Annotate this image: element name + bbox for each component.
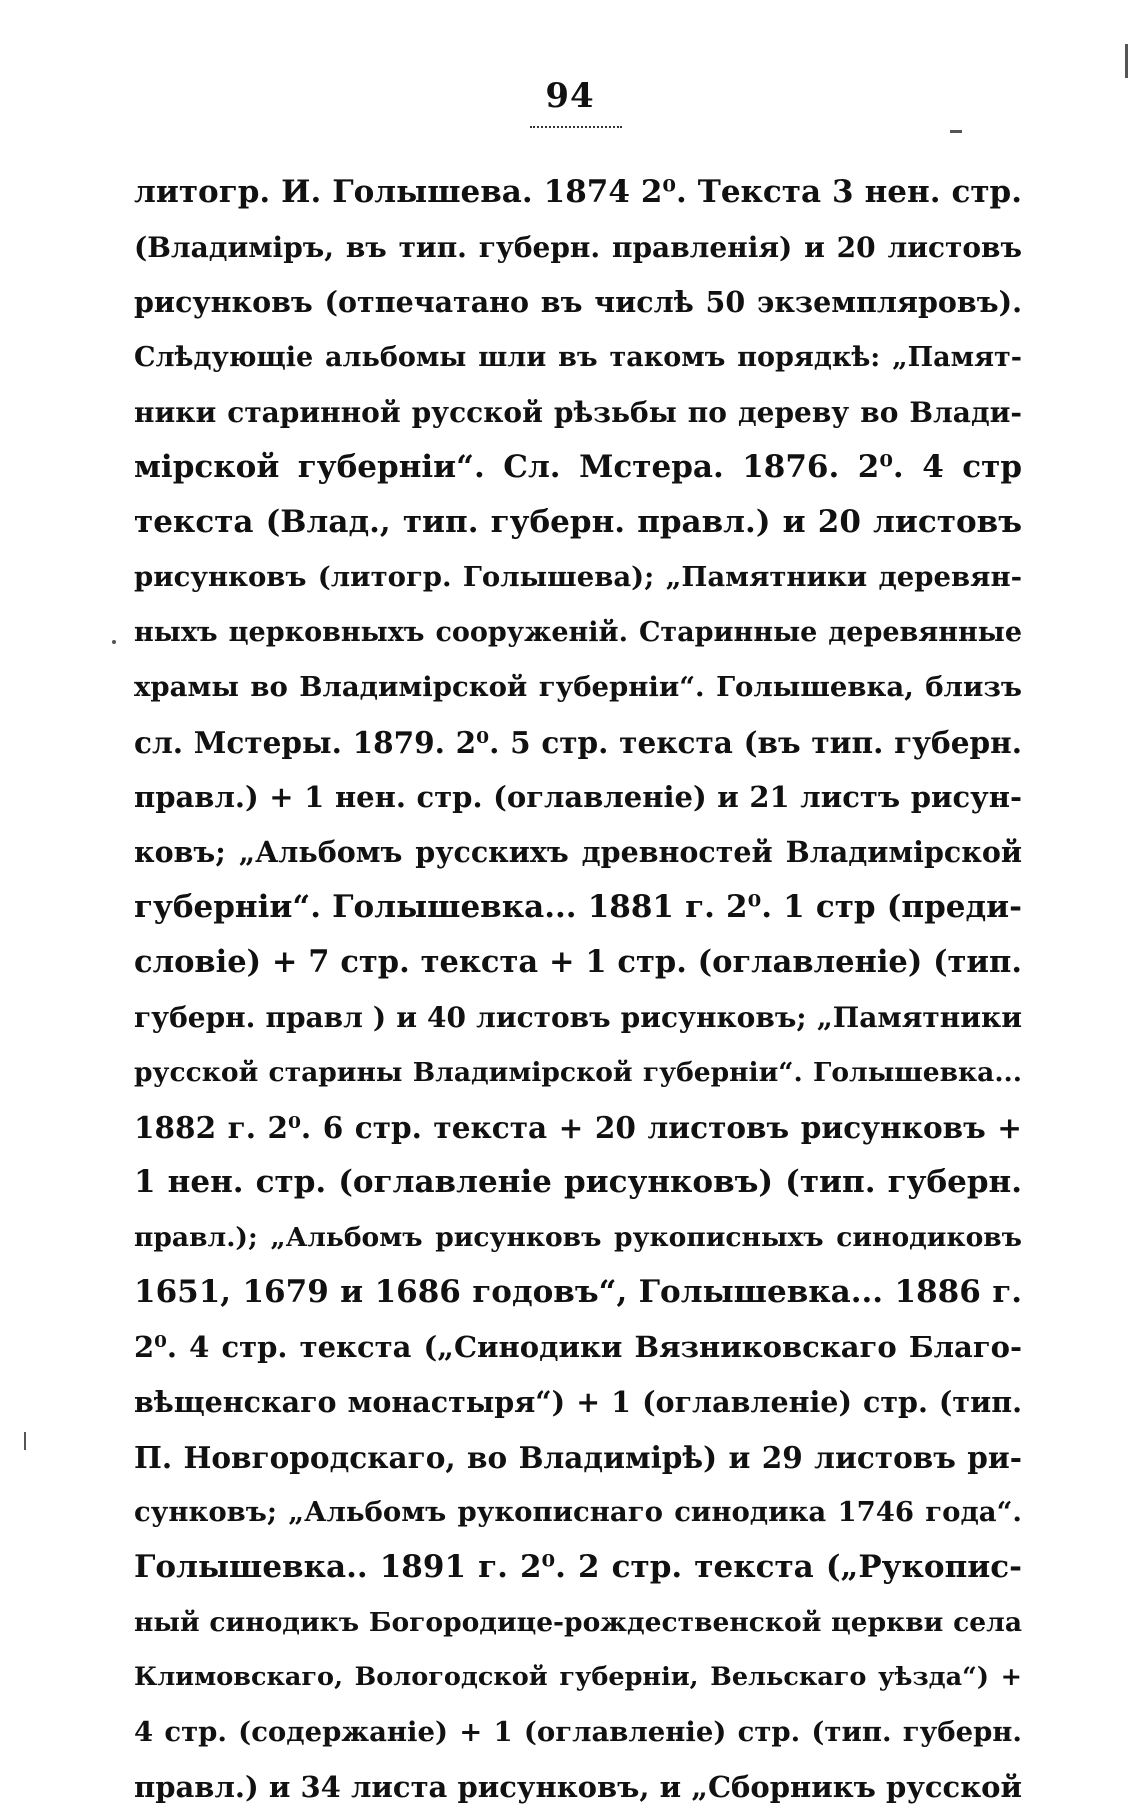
text-line: рисунковъ (отпечатано въ числѣ 50 экземпляровъ). <box>134 285 1022 319</box>
text-line: губерн. правл ) и 40 листовъ рисунковъ; „Памятники <box>134 1001 1022 1034</box>
text-line: Климовскаго, Вологодской губернiи, Вельскаго уѣзда“) + <box>134 1662 1022 1692</box>
text-line: (Владимiръ, въ тип. губерн. правленiя) и 20 листовъ <box>134 231 1022 264</box>
text-line: П. Новгородскаго, во Владимiрѣ) и 29 листовъ ри- <box>134 1440 1022 1475</box>
text-line: рисунковъ (литогр. Голышева); „Памятники деревян- <box>134 561 1022 593</box>
text-line: сл. Мстеры. 1879. 2⁰. 5 стр. текста (въ тип. губерн. <box>134 725 1022 760</box>
text-line: правл.) и 34 листа рисунковъ, и „Сборникъ русской <box>134 1770 1022 1804</box>
scan-speck <box>24 1432 26 1450</box>
page-number-rule <box>530 126 622 128</box>
body-text <box>134 165 1022 1815</box>
text-line: Слѣдующiе альбомы шли въ такомъ порядкѣ: „Памят- <box>134 342 1022 373</box>
text-line: 1651, 1679 и 1686 годовъ“, Голышевка... 1886 г. <box>134 1274 1022 1310</box>
text-line: литогр. И. Голышева. 1874 2⁰. Текста 3 нен. стр. <box>134 174 1022 210</box>
text-line: словiе) + 7 стр. текста + 1 стр. (оглавленiе) (тип. <box>134 944 1022 980</box>
text-line: Голышевка.. 1891 г. 2⁰. 2 стр. текста („Рукопис- <box>134 1549 1022 1585</box>
text-line: русской старины Владимiрской губернiи“. Голышевка... <box>134 1057 1022 1088</box>
text-line: ныхъ церковныхъ сооруженiй. Старинные деревянные <box>134 617 1022 648</box>
page-number: 94 <box>545 76 595 116</box>
scan-speck <box>112 640 116 644</box>
text-line: 4 стр. (содержанiе) + 1 (оглавленiе) стр. (тип. губерн. <box>134 1716 1022 1748</box>
text-line: вѣщенскаго монастыря“) + 1 (оглавленiе) стр. (тип. <box>134 1385 1022 1419</box>
text-line: ный синодикъ Богородице-рождественской церкви села <box>134 1607 1022 1638</box>
text-line: губернiи“. Голышевка... 1881 г. 2⁰. 1 стр (преди- <box>134 889 1022 925</box>
text-line: правл.) + 1 нен. стр. (оглавленiе) и 21 листъ рисун- <box>134 780 1022 814</box>
text-line: мiрской губернiи“. Сл. Мстера. 1876. 2⁰. 4 стр <box>134 449 1022 485</box>
scan-speck <box>950 130 962 133</box>
text-line: ники старинной русской рѣзьбы по дереву во Влади- <box>134 396 1022 429</box>
text-line: текста (Влад., тип. губерн. правл.) и 20 листовъ <box>134 504 1022 540</box>
text-line: 1 нен. стр. (оглавленiе рисунковъ) (тип. губерн. <box>134 1164 1022 1200</box>
scan-speck <box>1125 44 1128 78</box>
text-line: 1882 г. 2⁰. 6 стр. текста + 20 листовъ рисунковъ + <box>134 1110 1022 1145</box>
text-line: ковъ; „Альбомъ русскихъ древностей Владимiрской <box>134 835 1022 869</box>
text-line: сунковъ; „Альбомъ рукописнаго синодика 1746 года“. <box>134 1496 1022 1528</box>
text-line: правл.); „Альбомъ рисунковъ рукописныхъ синодиковъ <box>134 1222 1022 1253</box>
text-line: 2⁰. 4 стр. текста („Синодики Вязниковскаго Благо- <box>134 1330 1022 1364</box>
text-line: храмы во Владимiрской губернiи“. Голышевка, близъ <box>134 671 1022 703</box>
